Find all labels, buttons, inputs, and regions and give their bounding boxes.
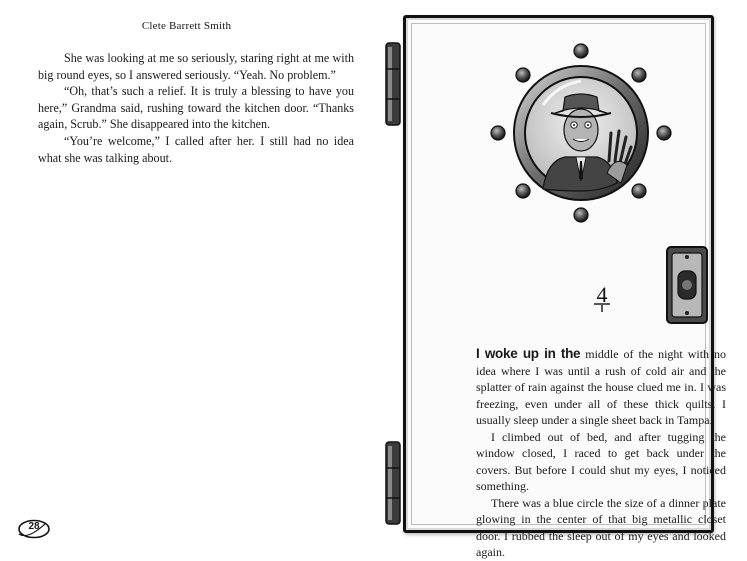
right-page [373, 0, 747, 560]
right-page-body [476, 346, 726, 561]
door-hinge-bottom [382, 440, 402, 526]
left-page [0, 0, 373, 560]
chapter-number: 4 [596, 282, 608, 307]
chapter-lead-in: I woke up in the [476, 346, 581, 361]
chapter-number-glyph [590, 280, 614, 314]
door-hinge-top [382, 41, 402, 127]
porthole-window [481, 33, 681, 233]
paragraph-text: middle of the night with no idea where I was until a rush of cold air and the splatter of rain against the house clued me in. I was freezing, even under all of these thick quilts. I usually sleep under a single sheet back in Tampa. [476, 347, 726, 427]
door-latch [665, 245, 711, 327]
paragraph: “Oh, that’s such a relief. It is truly a blessing to have you here,” Grandma said, rushing toward the kitchen door. “Thanks again, Scrub.” She disappeared into the kitchen. [38, 84, 354, 132]
paragraph: There was a blue circle the size of a dinner plate glowing in the center of that big metallic closet door. I rubbed the sleep out of my eyes and looked again. [476, 495, 726, 559]
paragraph: She was looking at me so seriously, staring right at me with big round eyes, so I answered seriously. “Yeah. No problem.” [38, 51, 354, 82]
running-head: Clete Barrett Smith [141, 20, 232, 32]
paragraph: “You’re welcome,” I called after her. I still had no idea what she was talking about. [38, 133, 354, 165]
page-number: 28 [28, 521, 40, 532]
left-page-body [38, 50, 354, 166]
paragraph: I climbed out of bed, and after tugging the window closed, I raced to get back under the covers. But before I could shut my eyes, I noticed something. [476, 429, 726, 493]
paragraph [476, 346, 726, 429]
page-number-badge [16, 518, 52, 540]
